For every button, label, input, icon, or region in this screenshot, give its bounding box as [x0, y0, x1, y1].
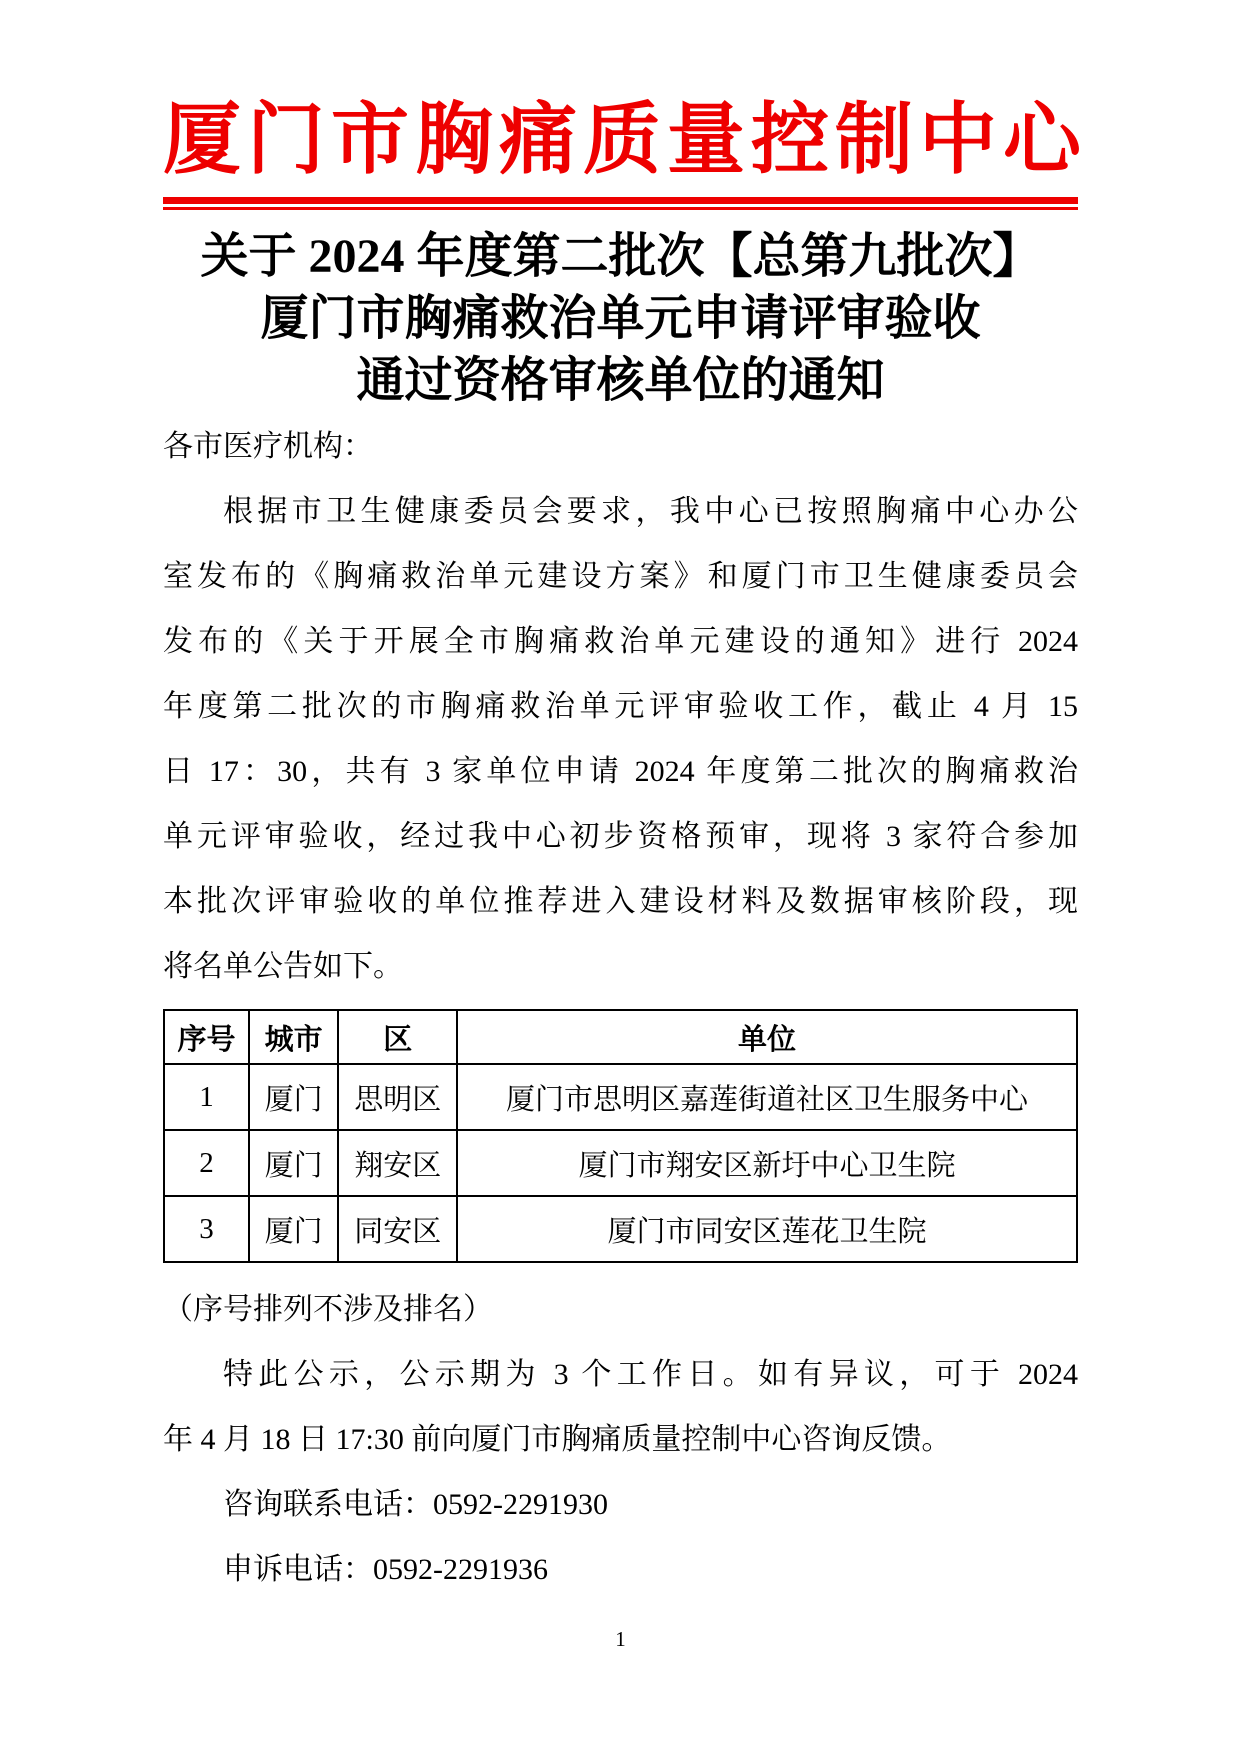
salutation: 各市医疗机构：: [163, 430, 373, 463]
paragraph-1-line: 年度第二批次的市胸痛救治单元评审验收工作，截止 4 月 15: [163, 690, 1078, 723]
title-line-1: 关于 2024 年度第二批次【总第九批次】: [200, 230, 1041, 283]
table-row: [164, 1130, 1077, 1196]
table-header-unit: 单位: [457, 1010, 1077, 1064]
cell-district: 同安区: [338, 1196, 457, 1262]
cell-city: 厦门: [249, 1064, 338, 1130]
table-row: [164, 1196, 1077, 1262]
red-rule-thick: [163, 197, 1078, 204]
cell-district: 翔安区: [338, 1130, 457, 1196]
cell-district: 思明区: [338, 1064, 457, 1130]
paragraph-1-line: 本批次评审验收的单位推荐进入建设材料及数据审核阶段，现: [163, 885, 1078, 918]
table-header-city: 城市: [249, 1010, 338, 1064]
paragraph-1-line: 日 17：30，共有 3 家单位申请 2024 年度第二批次的胸痛救治: [163, 755, 1078, 788]
table-header-seq: 序号: [164, 1010, 249, 1064]
paragraph-1: [163, 479, 1078, 999]
cell-unit: 厦门市翔安区新圩中心卫生院: [457, 1130, 1077, 1196]
cell-seq: 1: [164, 1064, 249, 1130]
paragraph-1-line: 室发布的《胸痛救治单元建设方案》和厦门市卫生健康委员会: [163, 560, 1078, 593]
title-line-3: 通过资格审核单位的通知: [356, 354, 885, 407]
paragraph-1-line: 将名单公告如下。: [163, 950, 403, 983]
paragraph-2-line: 特此公示，公示期为 3 个工作日。如有异议，可于 2024: [223, 1358, 1078, 1391]
table-header-district: 区: [338, 1010, 457, 1064]
contact-phone: 咨询联系电话：0592-2291930: [223, 1488, 608, 1521]
table-header-row: [164, 1010, 1077, 1064]
cell-seq: 2: [164, 1130, 249, 1196]
ranking-note: （序号排列不涉及排名）: [163, 1293, 493, 1326]
appeal-phone: 申诉电话：0592-2291936: [223, 1553, 548, 1586]
cell-city: 厦门: [249, 1130, 338, 1196]
units-table: [163, 1009, 1078, 1263]
paragraph-1-line: 根据市卫生健康委员会要求，我中心已按照胸痛中心办公: [223, 495, 1078, 528]
title-line-2: 厦门市胸痛救治单元申请评审验收: [260, 292, 981, 345]
cell-unit: 厦门市同安区莲花卫生院: [457, 1196, 1077, 1262]
page-number: 1: [615, 1627, 626, 1651]
red-rule-thin: [163, 207, 1078, 210]
table-row: [164, 1064, 1077, 1130]
paragraph-1-line: 单元评审验收，经过我中心初步资格预审，现将 3 家符合参加: [163, 820, 1078, 853]
cell-city: 厦门: [249, 1196, 338, 1262]
cell-seq: 3: [164, 1196, 249, 1262]
paragraph-1-line: 发布的《关于开展全市胸痛救治单元建设的通知》进行 2024: [163, 625, 1078, 658]
document-title: [163, 226, 1078, 412]
org-title: 厦门市胸痛质量控制中心: [163, 96, 1088, 183]
paragraph-2-line: 年 4 月 18 日 17:30 前向厦门市胸痛质量控制中心咨询反馈。: [163, 1423, 952, 1456]
paragraph-2: [163, 1342, 1078, 1472]
cell-unit: 厦门市思明区嘉莲街道社区卫生服务中心: [457, 1064, 1077, 1130]
